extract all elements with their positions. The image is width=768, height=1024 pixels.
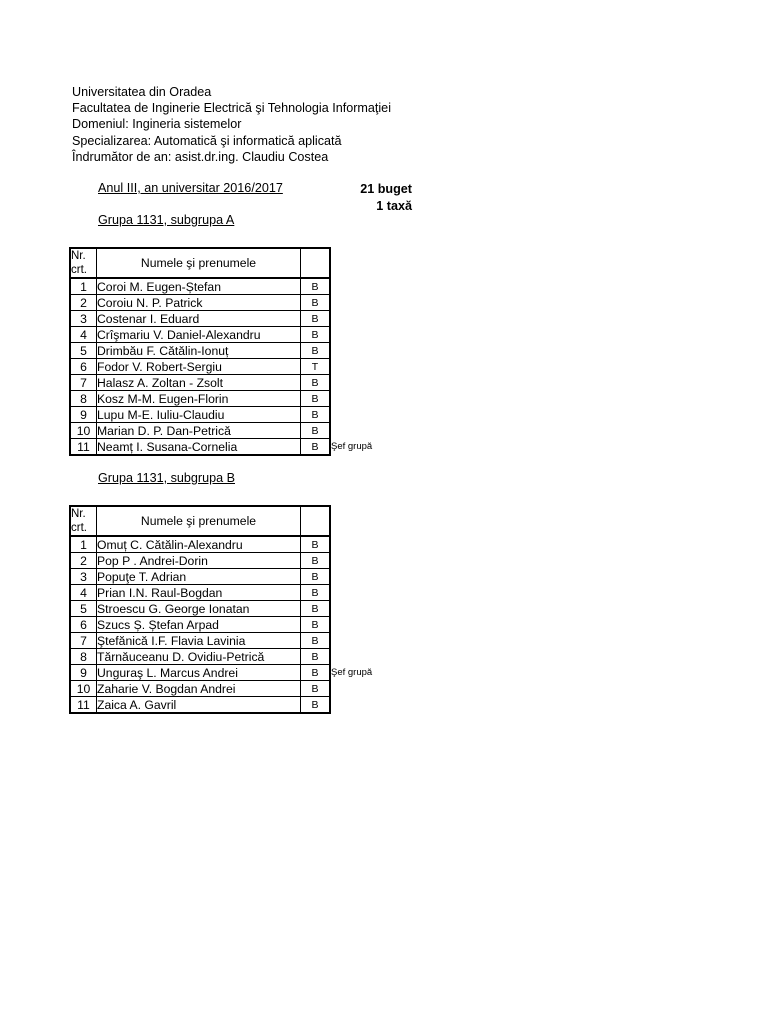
student-name: Tărnăuceanu D. Ovidiu-Petrică — [97, 649, 301, 665]
funding-status: B — [301, 617, 331, 633]
row-number: 5 — [70, 601, 97, 617]
row-number: 9 — [70, 665, 97, 681]
table-header-row — [70, 506, 392, 536]
student-name: Costenar I. Eduard — [97, 311, 301, 327]
row-note — [330, 391, 392, 407]
enrollment-counts — [330, 181, 412, 215]
row-number: 8 — [70, 391, 97, 407]
academic-year-line: Anul III, an universitar 2016/2017 — [98, 181, 283, 195]
student-name: Crîşmariu V. Daniel-Alexandru — [97, 327, 301, 343]
column-header-status — [301, 248, 331, 278]
row-number: 10 — [70, 423, 97, 439]
buget-count: 21 buget — [360, 182, 412, 196]
funding-status: B — [301, 665, 331, 681]
funding-status: B — [301, 697, 331, 714]
student-name: Szucs Ș. Ștefan Arpad — [97, 617, 301, 633]
row-note — [330, 311, 392, 327]
row-note — [330, 278, 392, 295]
column-header-status — [301, 506, 331, 536]
row-number: 10 — [70, 681, 97, 697]
funding-status: B — [301, 375, 331, 391]
table-row — [70, 665, 392, 681]
row-number: 8 — [70, 649, 97, 665]
row-number: 7 — [70, 375, 97, 391]
table-row — [70, 343, 392, 359]
table-row — [70, 585, 392, 601]
row-number: 5 — [70, 343, 97, 359]
row-number: 2 — [70, 553, 97, 569]
university-name: Universitatea din Oradea — [72, 85, 212, 99]
student-name: Unguraş L. Marcus Andrei — [97, 665, 301, 681]
row-note — [330, 681, 392, 697]
funding-status: B — [301, 681, 331, 697]
group-a-table — [69, 247, 393, 456]
row-number: 2 — [70, 295, 97, 311]
row-note — [330, 697, 392, 714]
table-row — [70, 407, 392, 423]
funding-status: B — [301, 343, 331, 359]
row-note — [330, 585, 392, 601]
row-note — [330, 327, 392, 343]
table-row — [70, 617, 392, 633]
funding-status: B — [301, 585, 331, 601]
row-note — [330, 569, 392, 585]
group-b-title: Grupa 1131, subgrupa B — [98, 471, 235, 485]
funding-status: B — [301, 536, 331, 553]
faculty-name: Facultatea de Inginerie Electrică şi Tehnologia Informaţiei — [72, 101, 391, 116]
row-note — [330, 601, 392, 617]
funding-status: B — [301, 407, 331, 423]
table-row — [70, 553, 392, 569]
funding-status: B — [301, 278, 331, 295]
student-name: Coroi M. Eugen-Ștefan — [97, 278, 301, 295]
table-row — [70, 375, 392, 391]
group-b-table — [69, 505, 393, 714]
row-note — [330, 295, 392, 311]
student-name: Coroiu N. P. Patrick — [97, 295, 301, 311]
row-number: 7 — [70, 633, 97, 649]
table-row — [70, 633, 392, 649]
row-number: 3 — [70, 311, 97, 327]
student-name: Halasz A. Zoltan - Zsolt — [97, 375, 301, 391]
group-leader-note: Şef grupă — [331, 666, 373, 678]
row-number: 4 — [70, 585, 97, 601]
funding-status: B — [301, 649, 331, 665]
specialization-line: Specializarea: Automatică şi informatică aplicată — [72, 133, 342, 148]
funding-status: T — [301, 359, 331, 375]
student-name: Drimbău F. Cătălin-Ionuț — [97, 343, 301, 359]
row-note — [330, 359, 392, 375]
table-row — [70, 569, 392, 585]
table-row — [70, 601, 392, 617]
row-note — [330, 633, 392, 649]
student-name: Fodor V. Robert-Sergiu — [97, 359, 301, 375]
advisor-line: Îndrumător de an: asist.dr.ing. Claudiu Costea — [72, 149, 329, 164]
column-header-nr: Nr. crt. — [70, 506, 97, 536]
group-a-title: Grupa 1131, subgrupa A — [98, 213, 235, 227]
student-name: Marian D. P. Dan-Petrică — [97, 423, 301, 439]
row-note — [330, 617, 392, 633]
institution-header — [72, 84, 391, 165]
table-row — [70, 649, 392, 665]
student-name: Pop P . Andrei-Dorin — [97, 553, 301, 569]
funding-status: B — [301, 391, 331, 407]
row-note — [330, 649, 392, 665]
funding-status: B — [301, 569, 331, 585]
group-leader-note: Şef grupă — [331, 440, 373, 452]
row-note — [330, 343, 392, 359]
column-header-nr: Nr. crt. — [70, 248, 97, 278]
row-note — [330, 553, 392, 569]
funding-status: B — [301, 423, 331, 439]
student-name: Stroescu G. George Ionatan — [97, 601, 301, 617]
table-row — [70, 681, 392, 697]
taxa-count: 1 taxă — [376, 199, 412, 213]
row-number: 9 — [70, 407, 97, 423]
student-name: Prian I.N. Raul-Bogdan — [97, 585, 301, 601]
student-name: Popuţe T. Adrian — [97, 569, 301, 585]
student-name: Omuț C. Cătălin-Alexandru — [97, 536, 301, 553]
table-row — [70, 536, 392, 553]
row-number: 1 — [70, 278, 97, 295]
row-number: 3 — [70, 569, 97, 585]
row-note — [330, 423, 392, 439]
domain-line: Domeniul: Ingineria sistemelor — [72, 117, 242, 132]
student-name: Zaica A. Gavril — [97, 697, 301, 714]
student-name: Neamț I. Susana-Cornelia — [97, 439, 301, 456]
student-name: Kosz M-M. Eugen-Florin — [97, 391, 301, 407]
funding-status: B — [301, 327, 331, 343]
row-note — [330, 407, 392, 423]
row-note — [330, 536, 392, 553]
row-number: 4 — [70, 327, 97, 343]
funding-status: B — [301, 553, 331, 569]
funding-status: B — [301, 633, 331, 649]
table-row — [70, 423, 392, 439]
row-number: 11 — [70, 439, 97, 456]
row-number: 6 — [70, 359, 97, 375]
table-row — [70, 327, 392, 343]
student-name: Ştefănică I.F. Flavia Lavinia — [97, 633, 301, 649]
row-number: 6 — [70, 617, 97, 633]
funding-status: B — [301, 439, 331, 456]
student-name: Lupu M-E. Iuliu-Claudiu — [97, 407, 301, 423]
student-name: Zaharie V. Bogdan Andrei — [97, 681, 301, 697]
table-row — [70, 391, 392, 407]
column-header-name: Numele şi prenumele — [97, 506, 301, 536]
table-header-row — [70, 248, 392, 278]
row-number: 11 — [70, 697, 97, 714]
table-row — [70, 295, 392, 311]
row-note — [330, 375, 392, 391]
column-header-name: Numele şi prenumele — [97, 248, 301, 278]
table-row — [70, 311, 392, 327]
funding-status: B — [301, 295, 331, 311]
funding-status: B — [301, 601, 331, 617]
table-row — [70, 439, 392, 456]
funding-status: B — [301, 311, 331, 327]
table-row — [70, 278, 392, 295]
table-row — [70, 359, 392, 375]
row-number: 1 — [70, 536, 97, 553]
table-row — [70, 697, 392, 714]
